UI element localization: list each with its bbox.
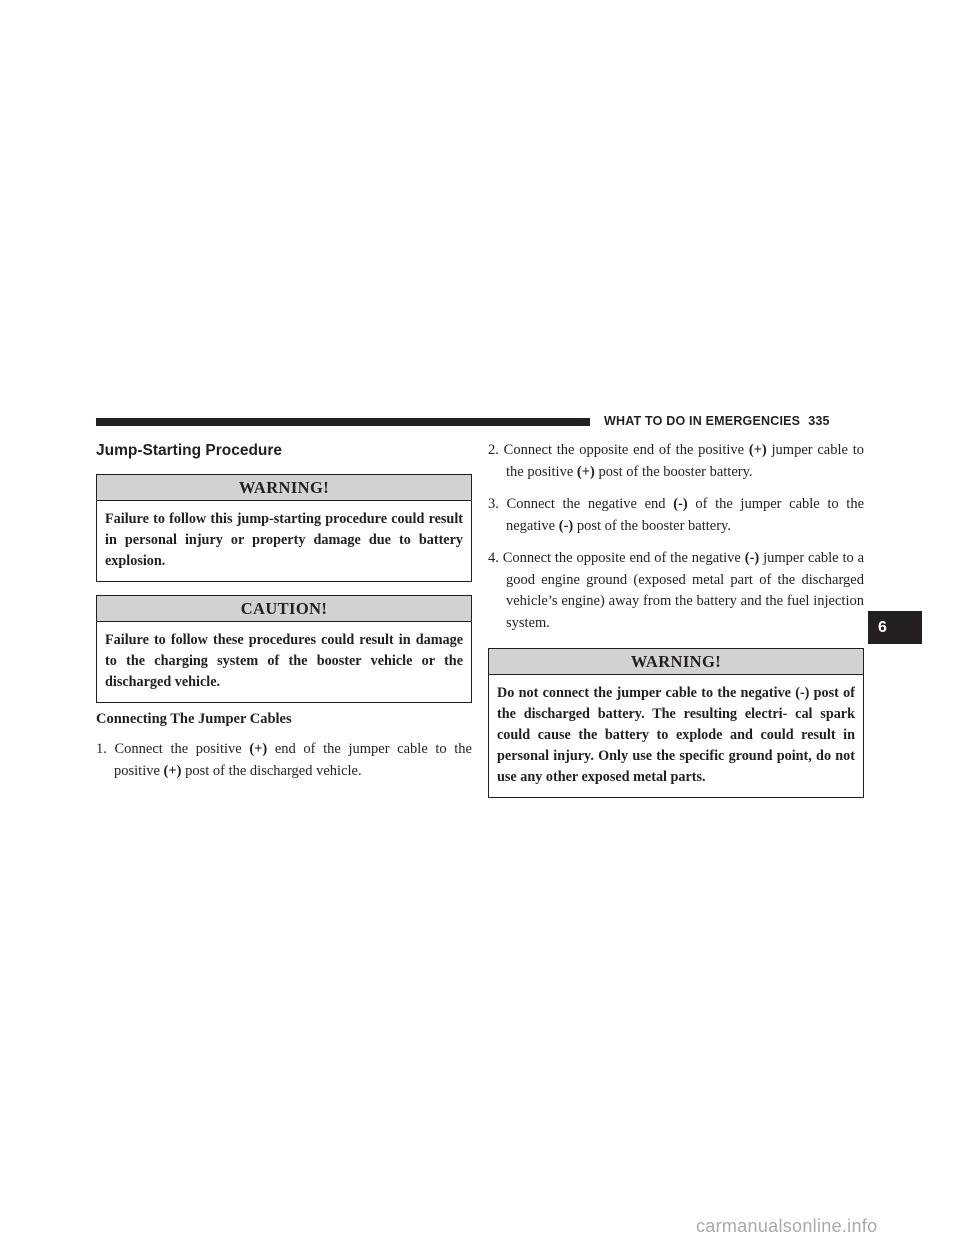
warning-text-2: Do not connect the jumper cable to the negative (-) post of the discharged battery. The resulting electri- cal spark could cause the battery to explode and could result in personal injury. Only use the specific ground point, do not use any other exposed metal parts. xyxy=(497,685,855,785)
warning-title-2: WARNING! xyxy=(489,649,863,675)
section-title: Jump-Starting Procedure xyxy=(96,442,283,459)
right-column xyxy=(488,440,864,798)
warning-box-2 xyxy=(488,648,864,798)
warning-box xyxy=(96,474,472,582)
header-rule xyxy=(96,418,590,426)
header-section: WHAT TO DO IN EMERGENCIES xyxy=(604,414,801,428)
step-2: 2. Connect the opposite end of the positive (+) jumper cable to the positive (+) post of the booster battery. xyxy=(488,442,865,480)
chapter-tab: 6 xyxy=(868,611,922,644)
subheading: Connecting The Jumper Cables xyxy=(96,711,292,727)
warning-title: WARNING! xyxy=(97,475,471,501)
page-number: 335 xyxy=(808,414,830,428)
watermark: carmanualsonline.info xyxy=(696,1216,878,1236)
step-1: 1. Connect the positive (+) end of the jumper cable to the positive (+) post of the discharged vehicle. xyxy=(96,741,472,779)
left-column xyxy=(96,474,472,782)
step-4: 4. Connect the opposite end of the negative (-) jumper cable to a good engine ground (exposed metal part of the discharged vehicle’s engine) away from the battery and the fuel injection system. xyxy=(488,550,865,631)
step-3: 3. Connect the negative end (-) of the jumper cable to the negative (-) post of the booster battery. xyxy=(488,496,865,534)
caution-text: Failure to follow these procedures could result in damage to the charging system of the booster vehicle or the discharged vehicle. xyxy=(105,632,463,690)
running-header xyxy=(604,414,830,428)
caution-title: CAUTION! xyxy=(97,596,471,622)
caution-box xyxy=(96,595,472,703)
warning-text: Failure to follow this jump-starting procedure could result in personal injury or property damage due to battery explosion. xyxy=(105,511,463,569)
